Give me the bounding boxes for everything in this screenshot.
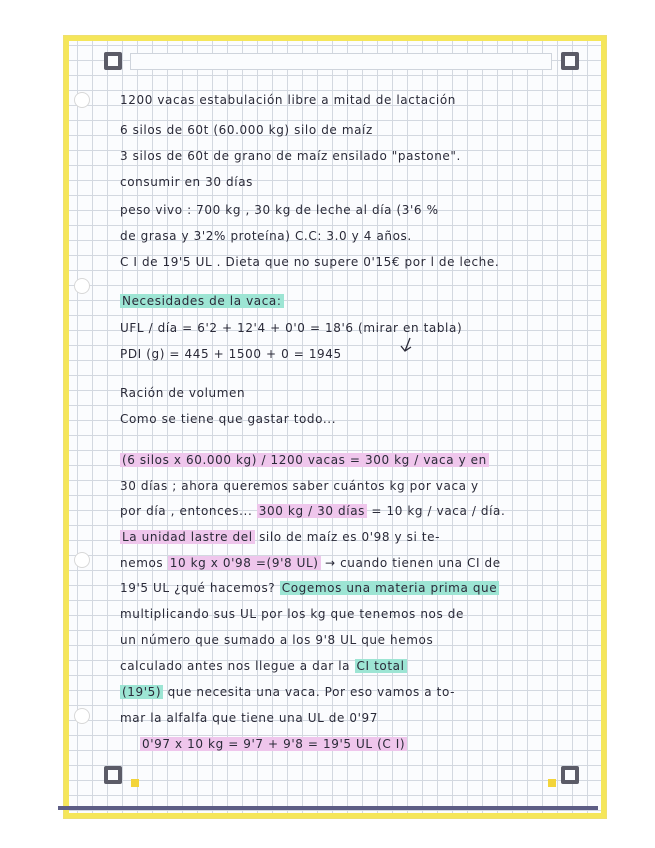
highlight-text: 300 kg / 30 días [258,504,365,518]
highlight-text: (6 silos x 60.000 kg) / 1200 vacas = 300 kg / vaca y en [122,453,487,467]
text-segment: nemos [120,556,164,570]
note-line: 1200 vacas estabulación libre a mitad de lactación [120,93,456,107]
note-line: UFL / día = 6'2 + 12'4 + 0'0 = 18'6 (mirar en tabla) [120,321,463,335]
note-line [120,529,585,545]
corner-mark-icon [561,52,579,70]
highlight-text: 0'97 x 10 kg = 9'7 + 9'8 = 19'5 UL (C I) [142,737,406,751]
binder-hole-icon [74,552,90,568]
section-heading [120,293,585,309]
note-line: un número que sumado a los 9'8 UL que hemos [120,633,434,647]
note-line [120,684,585,700]
highlight-text: CI total [356,659,405,673]
note-line [120,452,585,468]
note-line [120,658,585,674]
note-line [120,580,585,596]
highlight-text: (19'5) [122,685,162,699]
note-line: C I de 19'5 UL . Dieta que no supere 0'15€ por l de leche. [120,255,500,269]
note-line: PDI (g) = 445 + 1500 + 0 = 1945 [120,347,342,361]
page-edge-shadow [58,806,598,810]
text-segment: y si te- [394,530,441,544]
note-line [140,736,585,752]
text-segment: que necesita una vaca. Por eso vamos a to- [167,685,456,699]
header-box [130,53,552,70]
note-line: multiplicando sus UL por los kg que tenemos nos de [120,607,464,621]
note-line: 3 silos de 60t de grano de maíz ensilado "pastone". [120,149,461,163]
note-line: mar la alfalfa que tiene una UL de 0'97 [120,711,379,725]
note-line [120,503,585,519]
note-line: peso vivo : 700 kg , 30 kg de leche al día (3'6 % [120,203,439,217]
text-segment: calculado antes nos llegue a dar la [120,659,351,673]
text-segment: = 10 kg / vaca / día. [371,504,506,518]
note-line: 30 días ; ahora queremos saber cuántos kg por vaca y [120,479,479,493]
note-line: de grasa y 3'2% proteína) C.C: 3.0 y 4 años. [120,229,412,243]
text-segment: → cuando tienen una CI de [325,556,501,570]
text-segment: por día , entonces... [120,504,253,518]
section-heading-text: Necesidades de la vaca: [122,294,282,308]
corner-mark-icon [561,766,579,784]
text-segment: 19'5 UL ¿qué hacemos? [120,581,276,595]
note-line: Como se tiene que gastar todo... [120,412,337,426]
corner-mark-icon [104,766,122,784]
corner-square-icon [548,779,556,787]
highlight-text: La unidad lastre del [122,530,253,544]
corner-square-icon [131,779,139,787]
note-line [120,555,585,571]
highlight-text: 10 kg x 0'98 =(9'8 UL) [169,556,319,570]
corner-mark-icon [104,52,122,70]
note-line: 6 silos de 60t (60.000 kg) silo de maíz [120,123,373,137]
binder-hole-icon [74,278,90,294]
highlight-text: Cogemos una materia prima que [281,581,498,595]
binder-hole-icon [74,92,90,108]
note-line: Ración de volumen [120,386,246,400]
text-segment: silo de maíz es 0'98 [259,530,391,544]
binder-hole-icon [74,708,90,724]
note-line: consumir en 30 días [120,175,254,189]
check-arrow-icon [398,336,416,356]
